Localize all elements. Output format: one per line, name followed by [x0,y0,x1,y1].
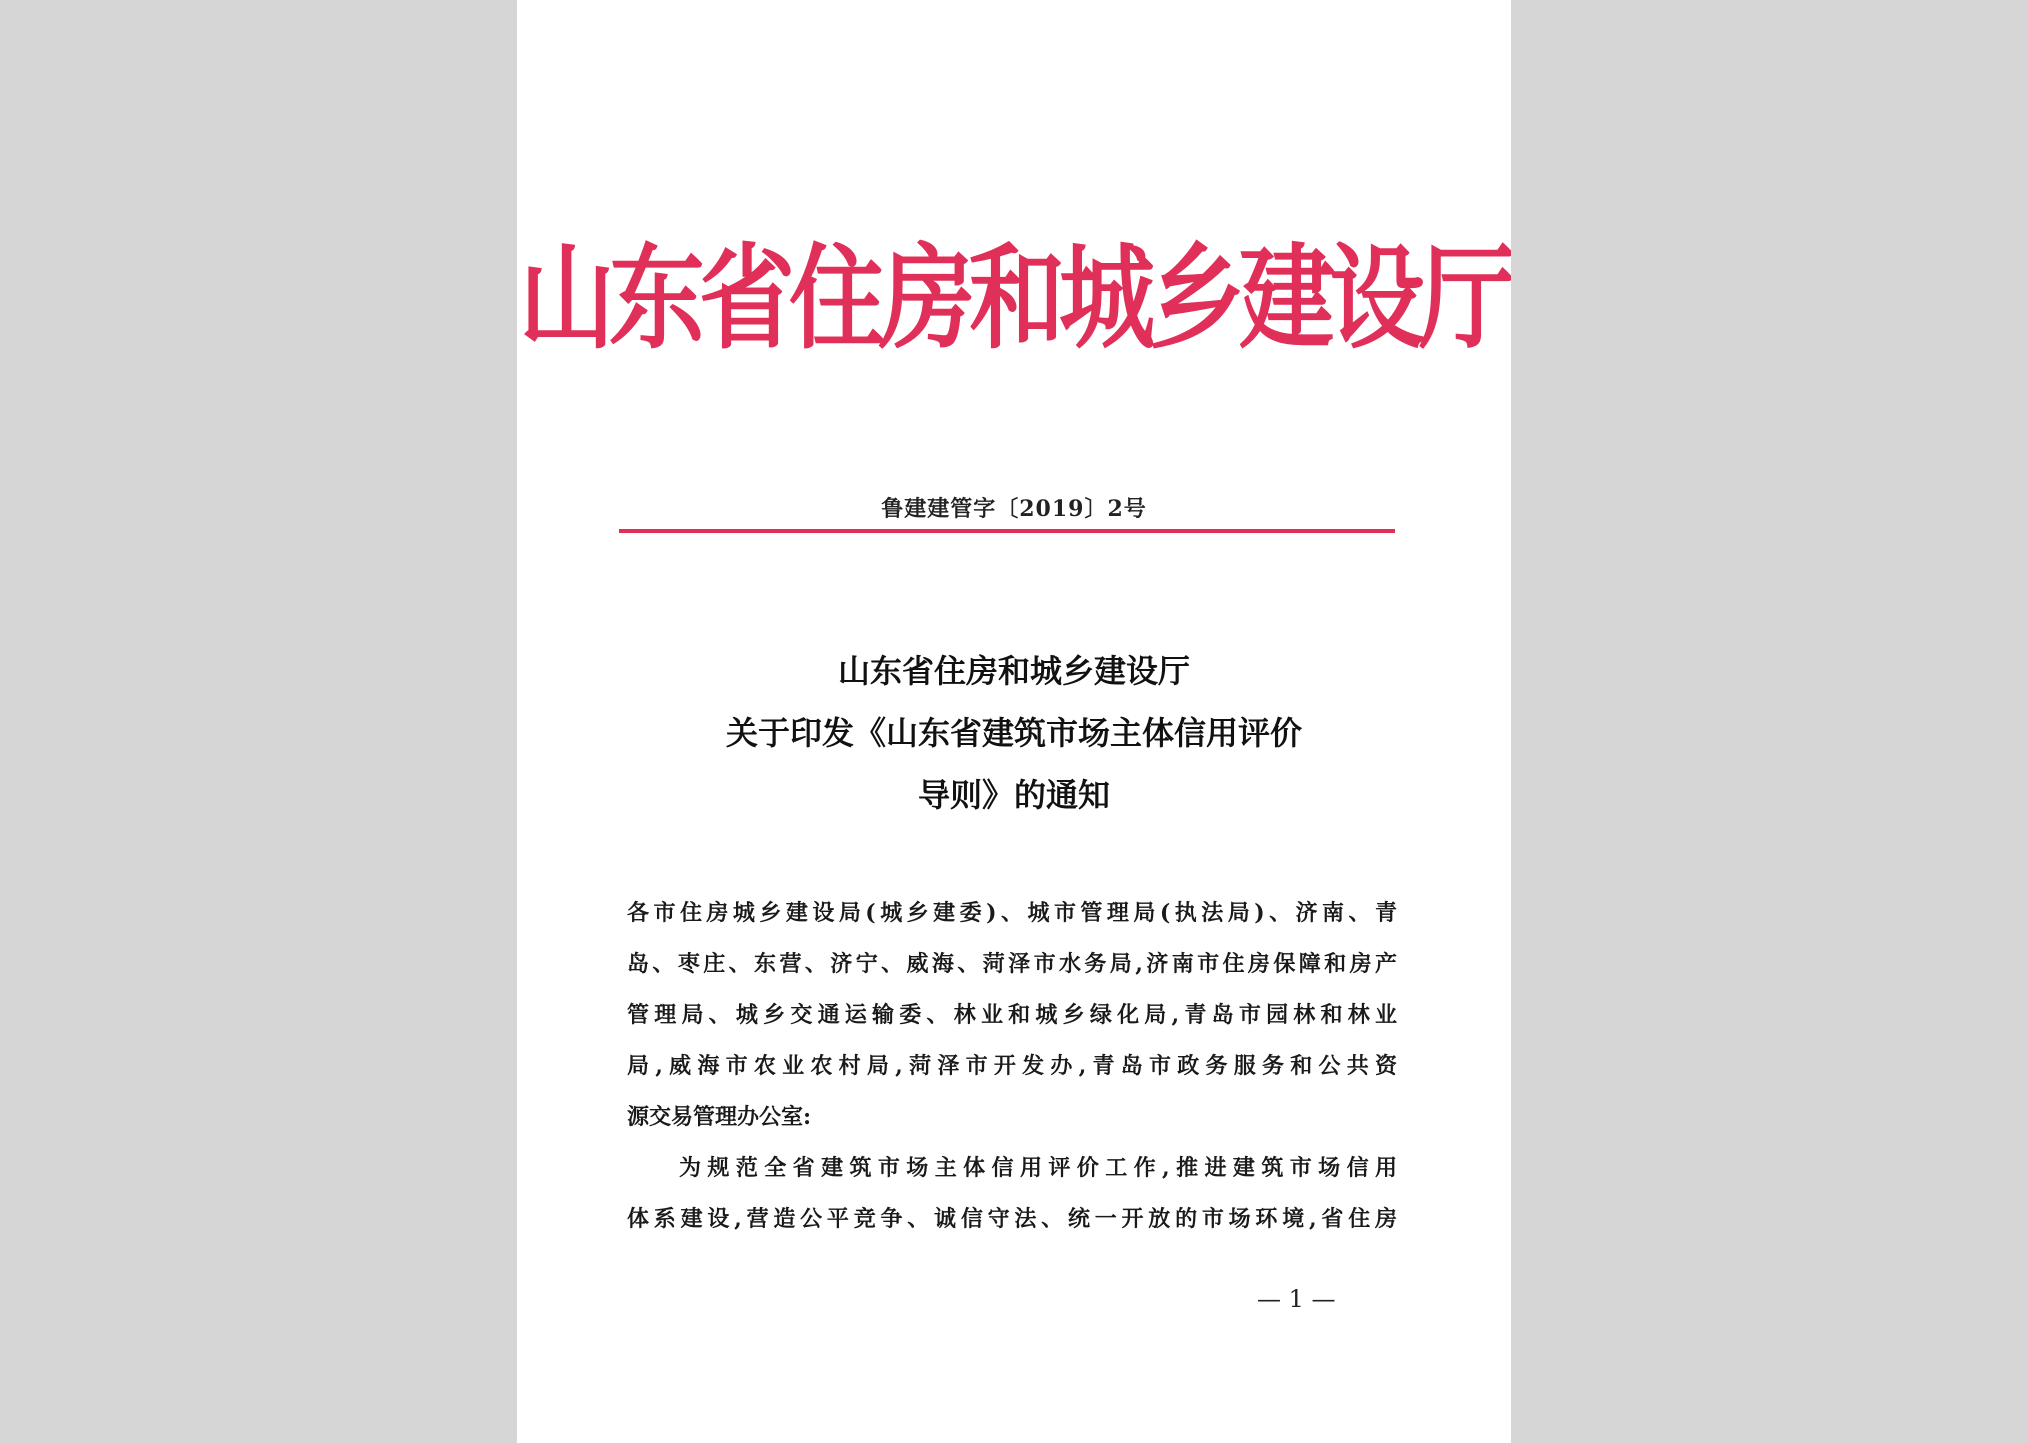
body-line-1: 各市住房城乡建设局(城乡建委)、城市管理局(执法局)、济南、青 [627,900,1397,926]
body-text [627,888,1397,1245]
body-line-7: 体系建设,营造公平竞争、诚信守法、统一开放的市场环境,省住房 [627,1206,1397,1232]
red-divider-line [619,529,1395,533]
body-line-2: 岛、枣庄、东营、济宁、威海、菏泽市水务局,济南市住房保障和房产 [627,951,1397,977]
title-line-2: 关于印发《山东省建筑市场主体信用评价 [725,714,1302,752]
document-page [517,0,1511,1443]
title-line-3: 导则》的通知 [917,776,1110,814]
document-number: 鲁建建管字〔2019〕2号 [881,496,1147,522]
title-line-1: 山东省住房和城乡建设厅 [837,652,1190,690]
body-line-3: 管理局、城乡交通运输委、林业和城乡绿化局,青岛市园林和林业 [627,1002,1397,1028]
body-line-5: 源交易管理办公室: [627,1104,812,1130]
page-number: — 1 — [1257,1285,1336,1313]
body-line-6: 为规范全省建筑市场主体信用评价工作,推进建筑市场信用 [679,1155,1397,1181]
masthead-title: 山东省住房和城乡建设厅 [519,232,1509,365]
notice-title [517,640,1511,826]
body-line-4: 局,威海市农业农村局,菏泽市开发办,青岛市政务服务和公共资 [627,1053,1397,1079]
